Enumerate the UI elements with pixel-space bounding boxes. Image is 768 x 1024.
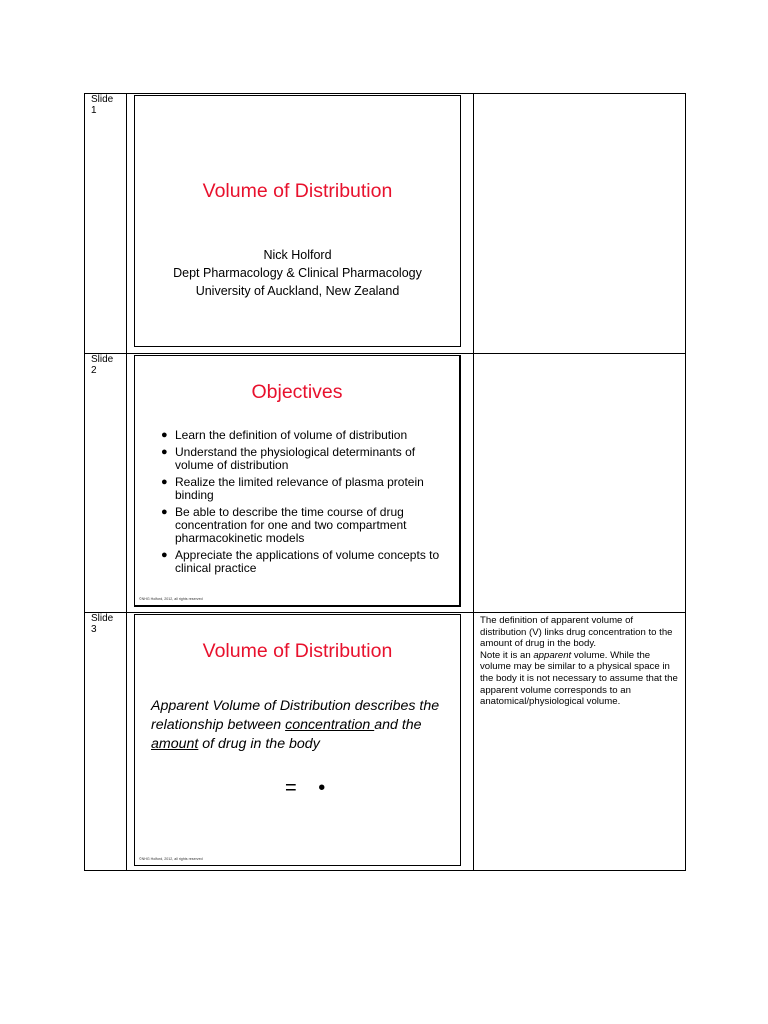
slide-label xyxy=(85,354,127,612)
notes-text: volume. While the volume may be similar to a physical space in the body it is not necessary to assume that the apparent volume corresponds to an anatomical/physiological volume. xyxy=(480,649,678,708)
slide-cell xyxy=(127,613,474,870)
slide-label xyxy=(85,613,127,870)
handout-row xyxy=(85,94,685,353)
slide-cell xyxy=(127,354,474,612)
definition-amount: amount xyxy=(151,736,199,752)
list-item xyxy=(161,549,457,575)
slide-thumbnail xyxy=(134,355,461,607)
slide-label-word: Slide xyxy=(91,613,114,624)
definition-part: Apparent Volume of Distribution describes the relationship between xyxy=(151,698,440,733)
list-item xyxy=(161,476,457,502)
slide-thumbnail xyxy=(134,614,461,866)
definition-text xyxy=(151,697,451,754)
bullet-text: Understand the physiological determinants of volume of distribution xyxy=(175,445,416,472)
bullet-icon: ● xyxy=(161,446,168,458)
author-institution: University of Auckland, New Zealand xyxy=(195,284,400,298)
slide-label xyxy=(85,94,127,353)
notes-paragraph: The definition of apparent volume of distribution (V) links drug concentration to the amount of drug in the body. xyxy=(480,615,673,650)
slide-title: Objectives xyxy=(251,381,343,403)
definition-part: and the xyxy=(374,717,422,733)
list-item xyxy=(161,429,457,442)
copyright-notice: ©NHG Holford, 2012, all rights reserved xyxy=(139,597,203,601)
list-item xyxy=(161,506,457,545)
bullet-icon: ● xyxy=(161,429,168,441)
handout-row xyxy=(85,353,685,612)
slide-title: Volume of Distribution xyxy=(202,640,393,662)
notes-paragraph xyxy=(480,650,679,708)
handout-table xyxy=(84,93,686,871)
slide-label-number: 2 xyxy=(91,365,97,376)
notes-cell xyxy=(474,613,685,870)
handout-row xyxy=(85,612,685,870)
copyright-notice: ©NHG Holford, 2012, all rights reserved xyxy=(139,857,203,861)
bullet-icon: ● xyxy=(161,549,168,561)
notes-emphasis: apparent xyxy=(533,649,572,661)
definition-part: of drug in the body xyxy=(198,736,320,752)
bullet-text: Learn the definition of volume of distribution xyxy=(175,428,408,442)
notes-cell xyxy=(474,354,685,612)
bullet-text: Appreciate the applications of volume concepts to clinical practice xyxy=(175,548,440,575)
objectives-list xyxy=(161,429,457,579)
definition-concentration: concentration xyxy=(285,717,375,733)
author-department: Dept Pharmacology & Clinical Pharmacology xyxy=(173,266,422,280)
slide-label-word: Slide xyxy=(91,94,114,105)
slide-title: Volume of Distribution xyxy=(202,180,393,202)
slide-thumbnail xyxy=(134,95,461,347)
notes-cell xyxy=(474,94,685,353)
bullet-icon: ● xyxy=(161,506,168,518)
slide-label-number: 3 xyxy=(91,624,97,635)
slide-label-number: 1 xyxy=(91,105,97,116)
bullet-text: Realize the limited relevance of plasma protein binding xyxy=(175,475,424,502)
author-block xyxy=(135,246,460,300)
bullet-icon: ● xyxy=(161,476,168,488)
author-name: Nick Holford xyxy=(263,248,332,262)
list-item xyxy=(161,446,457,472)
bullet-text: Be able to describe the time course of drug concentration for one and two compartment pharmacokinetic models xyxy=(175,505,407,545)
notes-text: Note it is an xyxy=(480,649,534,661)
slide-cell xyxy=(127,94,474,353)
slide-label-word: Slide xyxy=(91,354,114,365)
equation: = • xyxy=(285,777,334,799)
